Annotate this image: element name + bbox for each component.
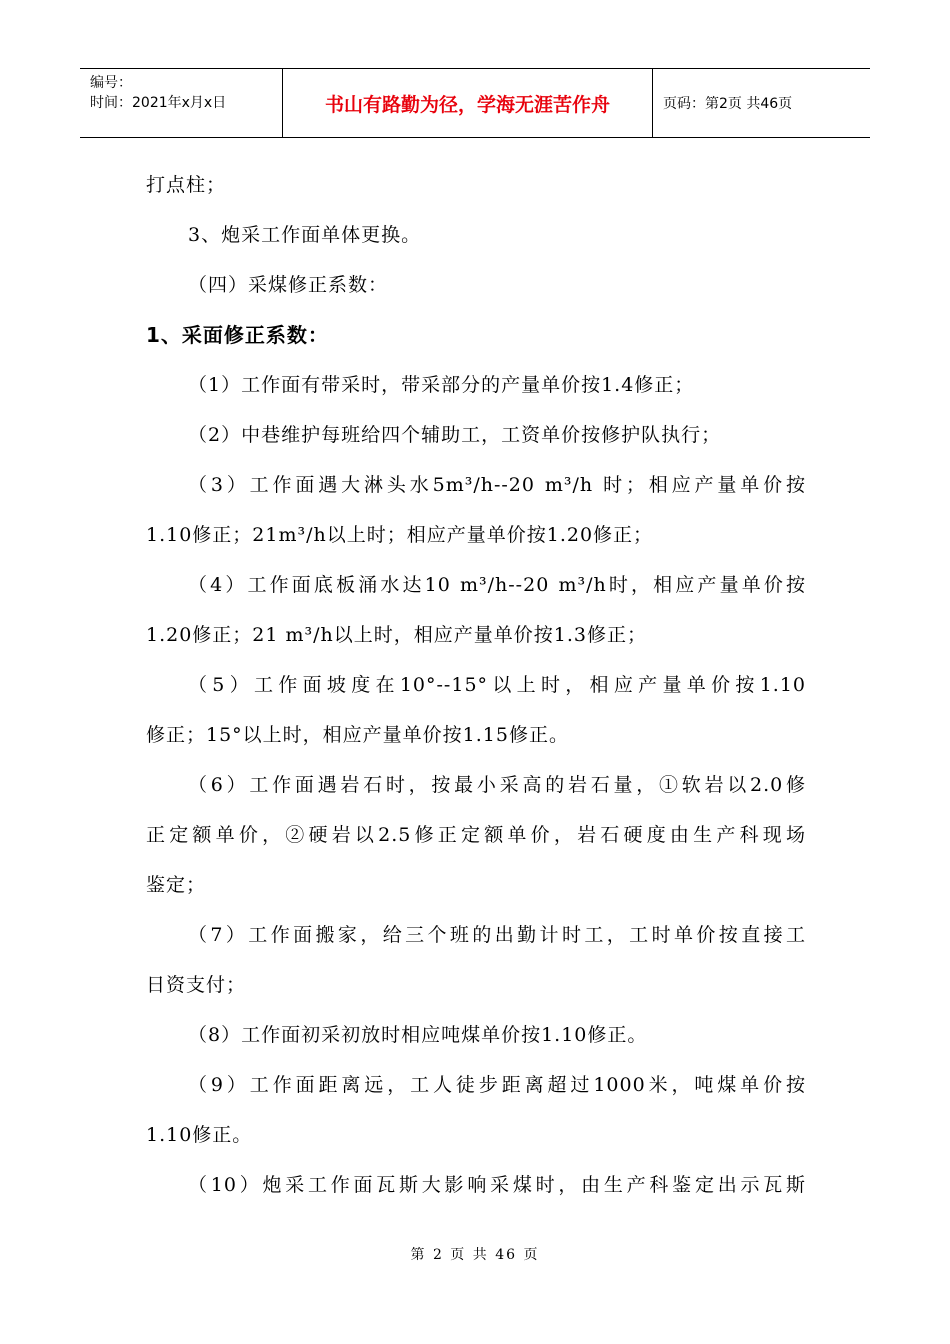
section-heading: 1、采面修正系数： xyxy=(146,323,329,347)
body-line: （1）工作面有带采时，带采部分的产量单价按1.4修正； xyxy=(188,374,695,396)
body-line: 1.10修正。 xyxy=(146,1124,253,1146)
body-line: （10）炮采工作面瓦斯大影响采煤时，由生产科鉴定出示瓦斯 xyxy=(188,1174,806,1196)
body-line: 正定额单价，②硬岩以2.5修正定额单价，岩石硬度由生产科现场 xyxy=(146,824,806,846)
body-line: （7）工作面搬家，给三个班的出勤计时工，工时单价按直接工 xyxy=(188,924,806,946)
header-motto: 书山有路勤为径，学海无涯苦作舟 xyxy=(283,69,653,137)
body-line: （2）中巷维护每班给四个辅助工，工资单价按修护队执行； xyxy=(188,424,722,446)
document-date: 时间：2021年x月x日 xyxy=(90,95,227,111)
document-body xyxy=(146,160,806,1210)
section-subtitle: （四）采煤修正系数： xyxy=(188,274,389,296)
header-meta xyxy=(80,69,283,137)
body-line: 3、炮采工作面单体更换。 xyxy=(188,224,422,246)
body-line: 鉴定； xyxy=(146,874,207,896)
page-footer: 第 2 页 共 46 页 xyxy=(410,1247,540,1263)
body-line: 1.10修正；21m³/h以上时；相应产量单价按1.20修正； xyxy=(146,524,654,546)
body-line: （3）工作面遇大淋头水5m³/h--20 m³/h 时；相应产量单价按 xyxy=(188,474,806,496)
header-page-info: 页码：第2页 共46页 xyxy=(663,96,793,112)
body-line: 日资支付； xyxy=(146,974,247,996)
page-header xyxy=(80,68,870,138)
body-line: （4）工作面底板涌水达10 m³/h--20 m³/h时，相应产量单价按 xyxy=(188,574,806,596)
body-line: （5）工作面坡度在10°--15°以上时，相应产量单价按1.10 xyxy=(188,674,806,696)
body-line: （6）工作面遇岩石时，按最小采高的岩石量，①软岩以2.0修 xyxy=(188,774,806,796)
body-line: 打点柱； xyxy=(146,174,227,196)
body-line: （8）工作面初采初放时相应吨煤单价按1.10修正。 xyxy=(188,1024,648,1046)
body-line: 修正；15°以上时，相应产量单价按1.15修正。 xyxy=(146,724,569,746)
document-number: 编号： xyxy=(90,75,132,91)
body-line: （9）工作面距离远，工人徒步距离超过1000米，吨煤单价按 xyxy=(188,1074,806,1096)
body-line: 1.20修正；21 m³/h以上时，相应产量单价按1.3修正； xyxy=(146,624,648,646)
